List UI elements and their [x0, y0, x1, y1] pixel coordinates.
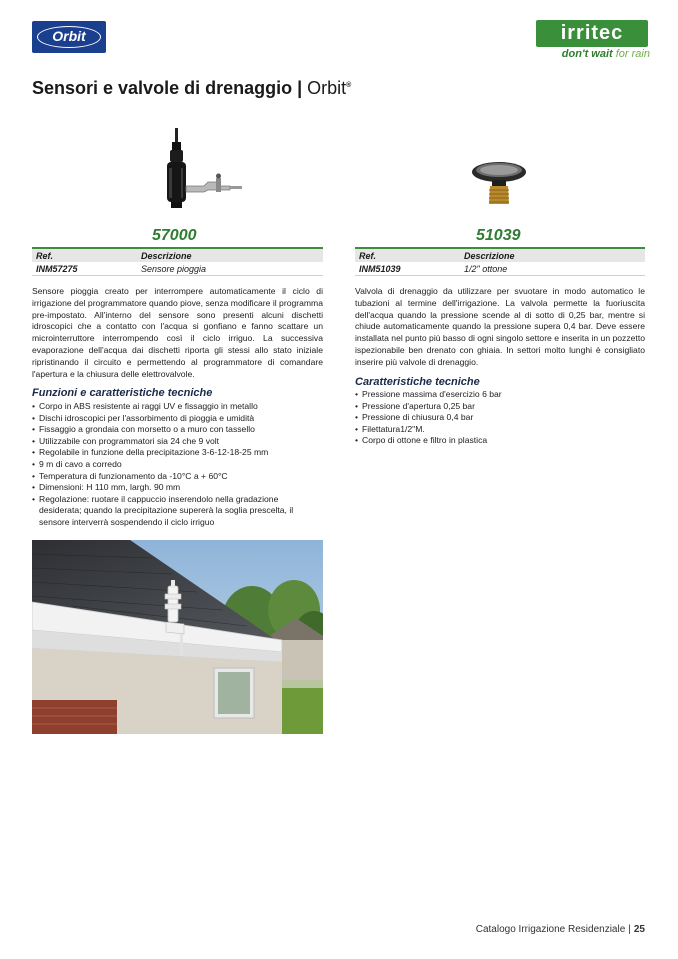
features-title-57000: Funzioni e caratteristiche tecniche [32, 387, 213, 399]
features-list-57000 [32, 401, 323, 529]
list-item: • Regolabile in funzione della precipitazione 3-6-12-18-25 mm [32, 447, 323, 459]
features-list-51039 [355, 389, 645, 447]
table-header-description: Descrizione [460, 248, 645, 262]
product-code-57000: 57000 [152, 227, 197, 244]
drain-valve-image [468, 160, 530, 206]
table-cell-ref: INM57275 [32, 262, 137, 276]
list-item: • Corpo in ABS resistente ai raggi UV e fissaggio in metallo [32, 401, 323, 413]
footer-catalog-name: Catalogo Irrigazione Residenziale [475, 924, 626, 935]
irritec-logo: irritec [536, 20, 648, 47]
table-row [32, 262, 323, 276]
orbit-logo [32, 21, 106, 53]
table-cell-description: 1/2" ottone [460, 262, 645, 276]
table-cell-description: Sensore pioggia [137, 262, 323, 276]
features-title-51039: Caratteristiche tecniche [355, 376, 480, 388]
list-item: • 9 m di cavo a corredo [32, 459, 323, 471]
product-table-57000 [32, 247, 323, 276]
list-item: • Corpo di ottone e filtro in plastica [355, 435, 645, 447]
product-table-51039 [355, 247, 645, 276]
irritec-tagline [536, 48, 650, 60]
list-item: • Fissaggio a grondaia con morsetto o a muro con tassello [32, 424, 323, 436]
table-header-row [32, 248, 323, 262]
orbit-logo-text: Orbit [52, 28, 86, 44]
page-footer [476, 924, 645, 935]
list-item: • Filettatura1/2"M. [355, 424, 645, 436]
product-code-51039: 51039 [476, 227, 521, 244]
list-item: • Pressione di chiusura 0,4 bar [355, 412, 645, 424]
table-header-ref: Ref. [355, 248, 460, 262]
page-title-brand: Orbit [307, 78, 347, 98]
table-cell-ref: INM51039 [355, 262, 460, 276]
list-item: • Pressione massima d'esercizio 6 bar [355, 389, 645, 401]
irritec-tagline-light: for rain [615, 48, 650, 60]
rain-sensor-image [160, 128, 244, 212]
page-number: 25 [633, 924, 645, 935]
list-item: • Regolazione: ruotare il cappuccio inserendolo nella gradazione desiderata; quando la precipitazione supererà la soglia prescelta, il sensore interverrà sospendendo il ciclo irriguo [32, 494, 323, 529]
irritec-tagline-bold: don't wait [561, 48, 613, 60]
product-description-57000: Sensore pioggia creato per interrompere automaticamente il ciclo di irrigazione del programmatore quando piove, senza modificare il programma pre-impostato. All'interno del sensore sono presenti alcuni dischetti idroscopici che a contatto con l'acqua si gonfiano e fanno scattare un microinterruttore interrompendo così il ciclo irriguo. La successiva evaporazione dell'acqua dai dischetti riporta gli stessi allo stato iniziale ripristinando il circuito e permettendo al programmatore di comandare l'apertura e la chiusura delle elettrovalvole. [32, 286, 323, 379]
footer-separator: | [628, 924, 631, 935]
list-item: • Dischi idroscopici per l'assorbimento di pioggia e umidità [32, 413, 323, 425]
table-header-row [355, 248, 645, 262]
registered-mark: ® [346, 82, 352, 89]
list-item: • Dimensioni: H 110 mm, largh. 90 mm [32, 482, 323, 494]
list-item: • Temperatura di funzionamento da -10°C a + 60°C [32, 471, 323, 483]
table-row [355, 262, 645, 276]
table-header-ref: Ref. [32, 248, 137, 262]
table-header-description: Descrizione [137, 248, 323, 262]
installation-photo [32, 540, 323, 734]
list-item: • Utilizzabile con programmatori sia 24 che 9 volt [32, 436, 323, 448]
page-title [32, 78, 351, 99]
list-item: • Pressione d'apertura 0,25 bar [355, 401, 645, 413]
page-title-text: Sensori e valvole di drenaggio | [32, 78, 303, 98]
product-description-51039: Valvola di drenaggio da utilizzare per svuotare in modo automatico le tubazioni al termine dell'irrigazione. La valvola permette la fuoriuscita dell'acqua quando la pressione scende al di sotto di 0,25 bar, mentre si chiude automaticamente quando la pressione supera 0,4 bar. Deve essere installata nel punto più basso di ogni singolo settore e inserita in un pozzetto ispezionabile ben drenato con ghiaia. In settori molto lunghi è consigliato inserire più valvole di drenaggio. [355, 286, 645, 367]
